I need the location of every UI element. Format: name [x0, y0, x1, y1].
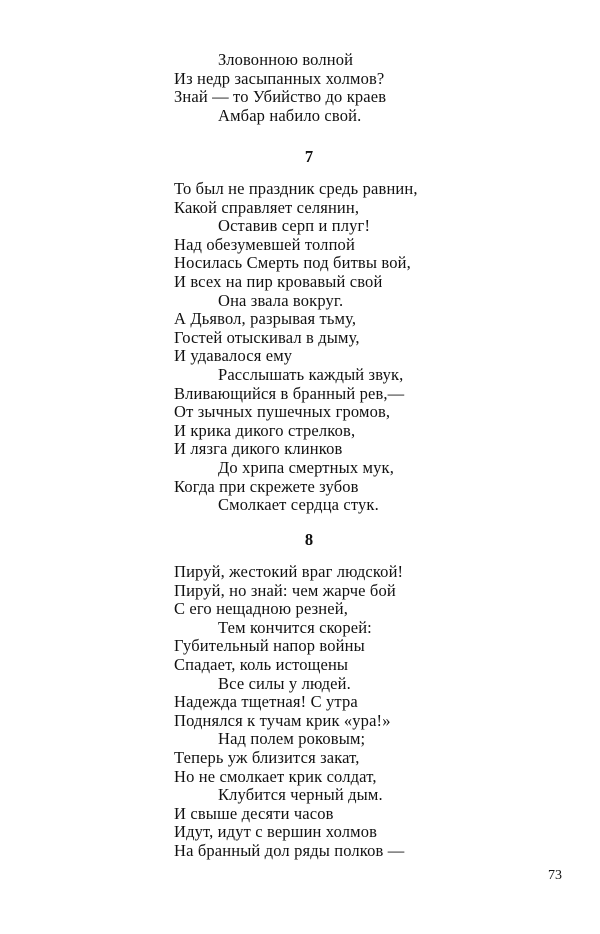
verse-line: Из недр засыпанных холмов?	[174, 68, 385, 88]
verse-line: И свыше десяти часов	[174, 803, 334, 823]
section-number-8: 8	[304, 530, 314, 549]
verse-line: То был не праздник средь равнин,	[174, 179, 418, 198]
verse-line: Идут, идут с вершин холмов	[174, 822, 378, 842]
verse-line: Поднялся к тучам крик «ура!»	[174, 710, 391, 730]
verse-line: Над полем роковым;	[218, 729, 366, 749]
verse-line: И лязга дикого клинков	[174, 439, 343, 459]
verse-line: С его нещадною резней,	[174, 599, 348, 619]
verse-line: Надежда тщетная! С утра	[174, 692, 358, 712]
verse-line: Носилась Смерть под битвы вой,	[174, 253, 411, 273]
verse-line: И всех на пир кровавый свой	[174, 271, 383, 291]
verse-line: А Дьявол, разрывая тьму,	[174, 309, 357, 329]
verse-line: Спадает, коль истощены	[174, 654, 349, 674]
verse-line: От зычных пушечных громов,	[174, 402, 391, 422]
verse-line: Вливающийся в бранный рев,—	[174, 383, 405, 403]
verse-line: Амбар набило свой.	[218, 105, 362, 125]
verse-line: Расслышать каждый звук,	[218, 364, 404, 384]
verse-line: Она звала вокруг.	[218, 290, 344, 310]
stanza-intro	[174, 51, 554, 125]
verse-line: Пируй, жестокий враг людской!	[174, 562, 404, 581]
verse-line: Гостей отыскивал в дыму,	[174, 327, 360, 347]
verse-line: Над обезумевшей толпой	[174, 234, 355, 254]
verse-line: Когда при скрежете зубов	[174, 476, 359, 496]
verse-line: Зловонною волной	[218, 50, 354, 69]
verse-line: И удавалося ему	[174, 346, 293, 366]
verse-line: И крика дикого стрелков,	[174, 420, 356, 440]
verse-line: До хрипа смертных мук,	[218, 457, 394, 477]
verse-line: Губительный напор войны	[174, 636, 365, 656]
verse-line: Пируй, но знай: чем жарче бой	[174, 580, 396, 600]
stanza-8	[174, 563, 554, 861]
verse-line: Какой справляет селянин,	[174, 197, 360, 217]
verse-line: Знай — то Убийство до краев	[174, 87, 387, 107]
page-number: 73	[548, 868, 562, 883]
verse-line: Оставив серп и плуг!	[218, 216, 371, 236]
verse-line: Смолкает сердца стук.	[218, 495, 379, 515]
verse-line: Все силы у людей.	[218, 673, 351, 693]
verse-line: Но не смолкает крик солдат,	[174, 766, 377, 786]
verse-line: Теперь уж близится закат,	[174, 747, 360, 767]
section-number-7: 7	[304, 147, 314, 166]
stanza-7	[174, 180, 554, 515]
verse-line: Клубится черный дым.	[218, 785, 383, 805]
verse-line: Тем кончится скорей:	[218, 617, 372, 637]
verse-line: На бранный дол ряды полков —	[174, 840, 405, 860]
